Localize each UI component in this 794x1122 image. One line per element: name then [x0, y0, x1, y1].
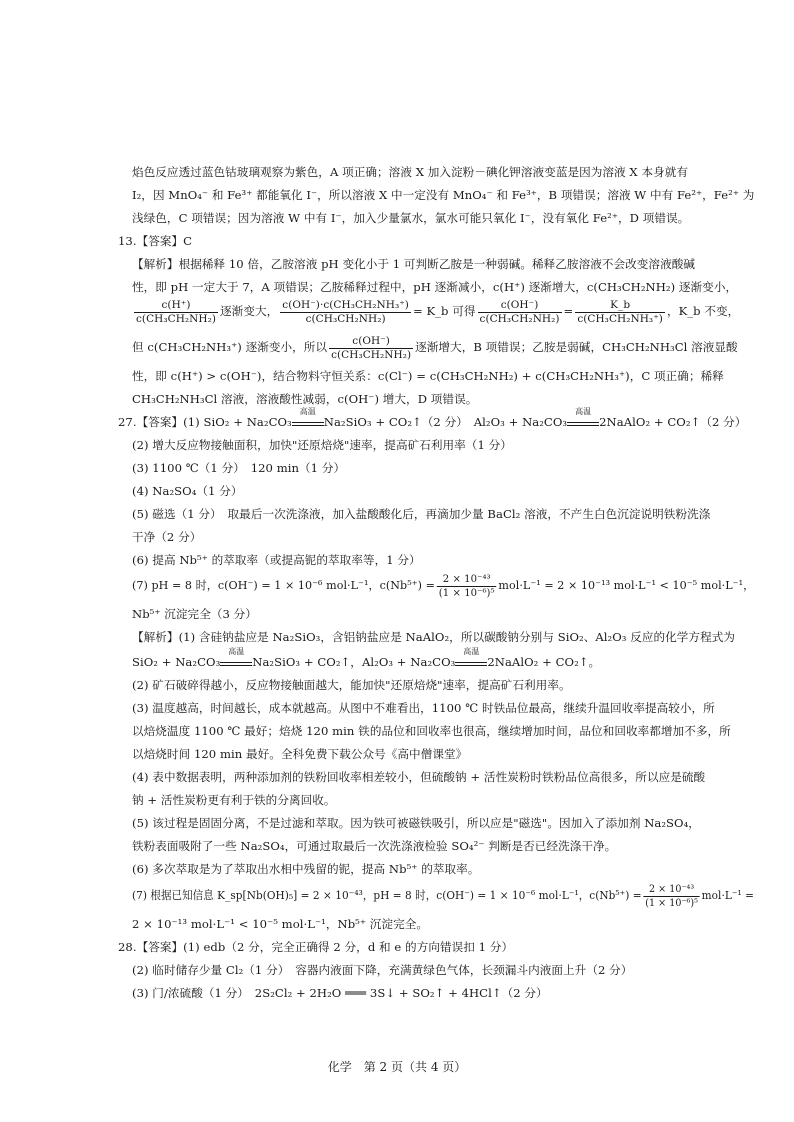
reaction-arrow: 高温: [567, 416, 599, 426]
text-line: CH₃CH₂NH₃Cl 溶液，溶液酸性减弱，c(OH⁻) 增大，D 项错误。: [132, 392, 478, 406]
text-line: (3) 门/浓硫酸（1 分） 2S₂Cl₂ + 2H₂O ═══ 3S↓ + SO₂↑ + 4HCl↑（2 分）: [132, 986, 548, 1000]
text-line: (2) 临时储存少量 Cl₂（1 分） 容器内液面下降，充满黄绿色气体，长颈漏斗内液面上升（2 分）: [132, 963, 633, 977]
text-line: 以焙烧时间 120 min 最好。全科免费下载公众号《高中僧课堂》: [132, 747, 468, 761]
fraction: $\frac{c(OH^-)}{\text{c(CH₃CH₂NH₂)}}$: [331, 334, 412, 361]
text-line: (5) 磁选（1 分） 取最后一次洗涤液，加入盐酸酸化后，再滴加少量 BaCl₂ 溶液，不产生白色沉淀说明铁粉洗涤: [132, 507, 711, 521]
fraction: $\frac{c(H^+)}{\text{c(CH₃CH₂NH₂)}}$: [136, 298, 217, 325]
text-line: 焰色反应透过蓝色钴玻璃观察为紫色，A 项正确；溶液 X 加入淀粉－碘化钾溶液变蓝是因为溶液 X 本身就有: [132, 165, 689, 179]
text-line: 性，即 pH 一定大于 7，A 项错误；乙胺稀释过程中，pH 逐渐减小，c(H⁺) 逐渐增大，c(CH₃CH₂NH₂) 逐渐变小，: [132, 280, 738, 294]
text-line: (3) 温度越高，时间越长，成本就越高。从图中不难看出，1100 ℃ 时铁品位最高，继续升温回收率提高较小，所: [132, 701, 715, 715]
text-line: 【解析】根据稀释 10 倍，乙胺溶液 pH 变化小于 1 可判断乙胺是一种弱碱。稀释乙胺溶液不会改变溶液酸碱: [132, 257, 696, 271]
text-line: Nb⁵⁺ 沉淀完全（3 分）: [132, 607, 257, 621]
text-line: 【解析】(1) 含硅钠盐应是 Na₂SiO₃，含铝钠盐应是 NaAlO₂，所以碳酸钠分别与 SiO₂、Al₂O₃ 反应的化学方程式为: [132, 630, 736, 644]
question-27-answer: 27.【答案】(1) SiO₂ + Na₂CO₃ 高温 Na₂SiO₃ + CO₂↑（2 分） Al₂O₃ + Na₂CO₃ 高温 2NaAlO₂ + CO₂↑（2 分）: [118, 407, 747, 429]
fraction: $\frac{\text{c(OH⁻)·c(CH₃CH₂NH₃⁺)}}{\text{c(CH₃CH₂NH₂)}}$: [282, 298, 409, 325]
formula-line: $\frac{c(H^+)}{\text{c(CH₃CH₂NH₂)}}$ 逐渐变大， $\frac{\text{c(OH⁻)·c(CH₃CH₂NH₃⁺)}}{\text{c(CH₃CH₂NH₂)}}$ = K_b 可得 $\frac{c(OH^-)}{\text{c(CH₃CH₂NH₂)}}$ = $\frac{K\_b}{\text{c(CH₃CH₂NH₃⁺)}}$ ，K_b 不变，: [136, 298, 740, 325]
text-line: I₂，因 MnO₄⁻ 和 Fe³⁺ 都能氧化 I⁻，所以溶液 X 中一定没有 MnO₄⁻ 和 Fe³⁺，B 项错误；溶液 W 中有 Fe²⁺，Fe²⁺ 为: [132, 188, 755, 202]
text-line: (4) 表中数据表明，两种添加剂的铁粉回收率相差较小，但硫酸钠 + 活性炭粉时铁粉品位高很多，所以应是硫酸: [132, 770, 706, 784]
reaction-arrow: 高温: [292, 416, 324, 426]
fraction: $\frac{K\_b}{\text{c(CH₃CH₂NH₃⁺)}}$: [577, 298, 663, 325]
text-line: 2 × 10⁻¹³ mol·L⁻¹ < 10⁻⁵ mol·L⁻¹，Nb⁵⁺ 沉淀完全。: [132, 917, 429, 931]
text-line: (5) 该过程是固固分离，不是过滤和萃取。因为铁可被磁铁吸引，所以应是"磁选"。因加入了添加剂 Na₂SO₄，: [132, 816, 700, 830]
text-line: 干净（2 分）: [132, 530, 202, 544]
formula-line: 但 c(CH₃CH₂NH₃⁺) 逐渐变小，所以 $\frac{c(OH^-)}{\text{c(CH₃CH₂NH₂)}}$ 逐渐增大，B 项错误；乙胺是弱碱，CH₃CH₂NH₃Cl 溶液显酸: [132, 334, 738, 361]
text-line: (2) 矿石破碎得越小，反应物接触面越大，能加快"还原焙烧"速率，提高矿石利用率。: [132, 678, 571, 692]
formula-line: SiO₂ + Na₂CO₃ 高温 Na₂SiO₃ + CO₂↑，Al₂O₃ + Na₂CO₃ 高温 2NaAlO₂ + CO₂↑。: [132, 647, 601, 669]
reaction-arrow: 高温: [455, 656, 487, 666]
text-line: (6) 提高 Nb⁵⁺ 的萃取率（或提高铌的萃取率等，1 分）: [132, 553, 421, 567]
text-line: (2) 增大反应物接触面积，加快"还原焙烧"速率，提高矿石利用率（1 分）: [132, 438, 512, 452]
text-line: 铁粉表面吸附了一些 Na₂SO₄，可通过取最后一次洗涤液检验 SO₄²⁻ 判断是否已经洗涤干净。: [132, 839, 617, 853]
text-line: (3) 1100 ℃（1 分） 120 min（1 分）: [132, 461, 346, 475]
page-footer: 化学 第 2 页（共 4 页）: [327, 1060, 467, 1074]
reaction-arrow: 高温: [220, 656, 252, 666]
text-line: 浅绿色，C 项错误；因为溶液 W 中有 I⁻，加入少量氯水，氯水可能只氧化 I⁻，没有氧化 Fe²⁺，D 项错误。: [132, 211, 690, 225]
fraction: $\frac{c(OH^-)}{\text{c(CH₃CH₂NH₂)}}$: [479, 298, 560, 325]
text-line: 性，即 c(H⁺) > c(OH⁻)，结合物料守恒关系：c(Cl⁻) = c(CH₃CH₂NH₂) + c(CH₃CH₂NH₃⁺)，C 项正确；稀释: [132, 369, 724, 383]
text-line: (6) 多次萃取是为了萃取出水相中残留的铌，提高 Nb⁵⁺ 的萃取率。: [132, 862, 480, 876]
text-line: 以焙烧温度 1100 ℃ 最好；焙烧 120 min 铁的品位和回收率也很高，继续增加时间，品位和回收率都增加不多，所: [132, 724, 731, 738]
text-line: 钠 + 活性炭粉更有利于铁的分离回收。: [132, 793, 336, 807]
formula-line: (7) pH = 8 时，c(OH⁻) = 1 × 10⁻⁶ mol·L⁻¹，c(Nb⁵⁺) = $\frac{\text{2 × 10⁻⁴³}}{\text{(1 × 10⁻⁶)⁵}}$ mol·L⁻¹ = 2 × 10⁻¹³ mol·L⁻¹ < 10⁻⁵ mol·L⁻¹，: [132, 572, 755, 599]
text-line: (4) Na₂SO₄（1 分）: [132, 484, 243, 498]
fraction: $\frac{\text{2 × 10⁻⁴³}}{\text{(1 × 10⁻⁶)⁵}}$: [645, 882, 699, 909]
formula-line: (7) 根据已知信息 K_sp[Nb(OH)₅] = 2 × 10⁻⁴³，pH = 8 时，c(OH⁻) = 1 × 10⁻⁶ mol·L⁻¹，c(Nb⁵⁺) = $\frac{\text{2 × 10⁻⁴³}}{\text{(1 × 10⁻⁶)⁵}}$ mol·L⁻¹ =: [132, 882, 754, 909]
fraction: $\frac{\text{2 × 10⁻⁴³}}{\text{(1 × 10⁻⁶)⁵}}$: [438, 572, 495, 599]
question-13-answer: 13.【答案】C: [118, 234, 193, 248]
question-28-answer: 28.【答案】(1) edb（2 分，完全正确得 2 分，d 和 e 的方向错误扣 1 分）: [118, 940, 514, 954]
